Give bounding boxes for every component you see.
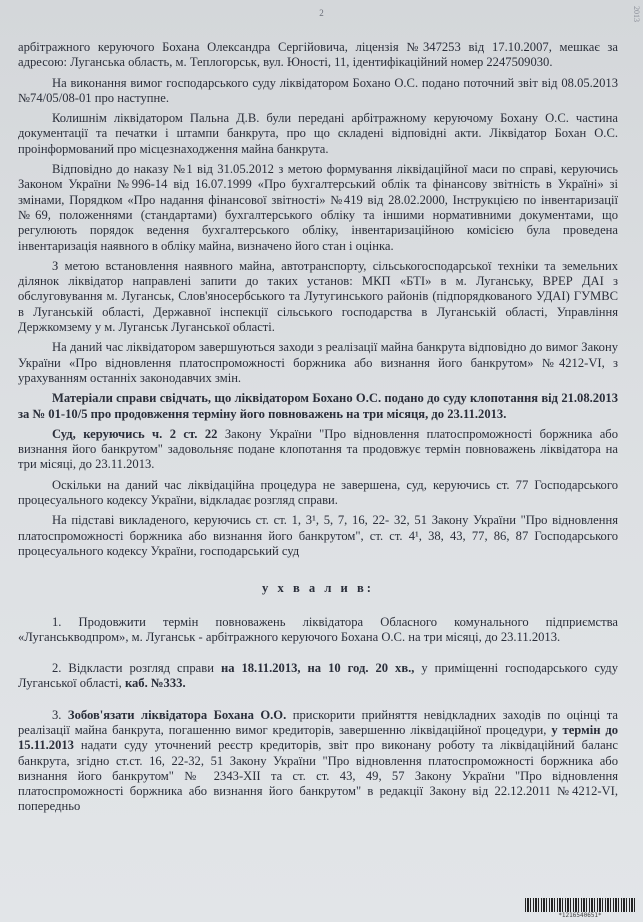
paragraph xyxy=(18,40,618,71)
resolution-item-segment: 3. xyxy=(52,707,68,722)
paragraph-segment: На даний час ліквідатором завершуються заходи з реалізації майна банкрута відповідно до вимог Закону України «Про відновлення платоспроможності боржника або визнання його банкрутом» №4212-VI, з урахуванням останніх законодавчих змін. xyxy=(18,340,618,385)
resolution-item-segment: 1. Продовжити термін повноважень ліквідатора Обласного комунального підприємства «Луганськводпром», м. Луганськ - арбітражного керуючого Бохана О.С. на три місяці, до 23.11.2013. xyxy=(18,614,618,644)
resolution-item-segment: у термін до 15.11.2013 xyxy=(18,722,618,753)
resolution-item-segment: надати суду уточнений реєстр кредиторів, звіт про виконану роботу та ліквідаційний баланс банкрута, згідно ст.ст. 16, 22-32, 51 Закону України "Про відновлення платоспроможності боржника або визнання його банкрутом" № 2343-ХІІ та ст. ст. 43, 49, 57 Закону України "Про відновлення платоспроможності боржника або визнання його банкрутом" в редакції Закону від 22.12.2011 №4212-VI, попередньо xyxy=(18,738,618,814)
paragraph xyxy=(18,340,618,386)
edge-text: 2013 xyxy=(632,6,641,22)
barcode-number: *1216540651* xyxy=(558,912,602,919)
paragraph xyxy=(18,513,618,559)
paragraph xyxy=(18,259,618,335)
page-number: 2 xyxy=(319,8,324,18)
resolution-item-segment: каб. №333. xyxy=(124,676,186,691)
resolution-item-segment: 2. Відкласти розгляд справи xyxy=(52,661,221,676)
paragraph-segment: Матеріали справи свідчать, що ліквідатором Бохано О.С. подано до суду клопотання від 21.08.2013 за № 01-10/5 про продовження терміну його повноважень на три місяця, до 23.11.2013. xyxy=(18,391,618,421)
barcode-bars xyxy=(525,898,635,912)
paragraph xyxy=(18,391,618,422)
paragraph-segment: Оскільки на даний час ліквідаційна процедура не завершена, суд, керуючись ст. 77 Господарського процесуального кодексу України, відкладає розгляд справи. xyxy=(18,477,618,508)
paragraph-segment: Колишнім ліквідатором Пальна Д.В. були передані арбітражному керуючому Бохану О.С. частина документації та печатки і штампи банкрута, про що складені відповідні акти. Ліквідатор Бохан О.С. проінформований про місцезнаходження майна банкрута. xyxy=(18,111,618,156)
paragraph-segment: Відповідно до наказу №1 від 31.05.2012 з метою формування ліквідаційної маси по справі, керуючись Законом України №996-14 від 16.07.1999 «Про бухгалтерський облік та фінансову звітність в Україні» зі змінами, Порядком «Про надання фінансової звітності» №419 від 28.02.2000, Інструкцією по інвентаризації №69, положеннями (стандартами) бухгалтерського обліку та іншими нормативними документами, що регулюють порядок ведення бухгалтерського обліку, інвентаризаційною комісією була проведена інвентаризація наявного в обліку майна, визначено його стан і оцінка. xyxy=(18,162,618,253)
resolution-item-segment: у приміщенні господарського суду Луганської області, xyxy=(18,661,619,691)
paragraph-segment: арбітражного керуючого Бохана Олександра Сергійовича, ліцензія №347253 від 17.10.2007, мешкає за адресою: Луганська область, м. Теплогорськ, вул. Юності, 11, ідентифікаційний номер 2247509030. xyxy=(18,40,618,70)
paragraph xyxy=(18,111,618,157)
paragraph xyxy=(18,162,618,254)
paragraph-segment: Суд, керуючись ч. 2 ст. 22 xyxy=(52,426,218,441)
paragraph-segment: На підставі викладеного, керуючись ст. ст. 1, 3¹, 5, 7, 16, 22- 32, 51 Закону України "Про відновлення платоспроможності боржника або визнання його банкрутом", ст. ст. 4¹, 38, 43, 77, 86, 87 Господарського процесуального кодексу України, господарський суд xyxy=(18,513,618,558)
document-body xyxy=(18,40,618,831)
paragraph-segment: Закону України "Про відновлення платоспроможності боржника або визнання його банкрутом" задовольняє подане клопотання та продовжує термін повноважень ліквідатора на три місяці, до 23.11.2013. xyxy=(18,426,618,472)
resolution-item xyxy=(18,708,618,815)
paragraph xyxy=(18,478,618,509)
barcode xyxy=(525,898,635,920)
paragraph-segment: На виконання вимог господарського суду ліквідатором Бохано О.С. подано поточний звіт від 08.05.2013 №74/05/08-01 про наступне. xyxy=(18,75,618,105)
resolution-item-segment: на 18.11.2013, на 10 год. 20 хв., xyxy=(220,661,415,676)
paragraphs xyxy=(18,40,618,559)
resolution-item xyxy=(18,661,618,692)
resolution-item-segment: прискорити прийняття невідкладних заходів по оцінці та реалізації майна банкрута, погашенню вимог кредиторів, завершенню ліквідаційної процедури, xyxy=(18,707,618,737)
resolution-items xyxy=(18,615,618,815)
paragraph-segment: З метою встановлення наявного майна, автотранспорту, сільськогосподарської техніки та земельних ділянок ліквідатор направлені запити до таких установ: МКП «БТІ» в м. Луганську, ВРЕР ДАІ з обслуговування м. Луганськ, Слов'яносербського та Лутугинського районів (підпорядкованого УДАІ) ГУМВС в Луганській області, Державної інспекції сільського господарства в Луганській області, Управління Держкомзему у м. Луганськ Луганської області. xyxy=(18,258,618,335)
resolution-item-segment: Зобов'язати ліквідатора Бохана О.О. xyxy=(67,707,287,722)
paragraph xyxy=(18,76,618,107)
ukhvalyv-heading: у х в а л и в: xyxy=(262,581,374,596)
paragraph xyxy=(18,427,618,473)
resolution-item xyxy=(18,615,618,646)
